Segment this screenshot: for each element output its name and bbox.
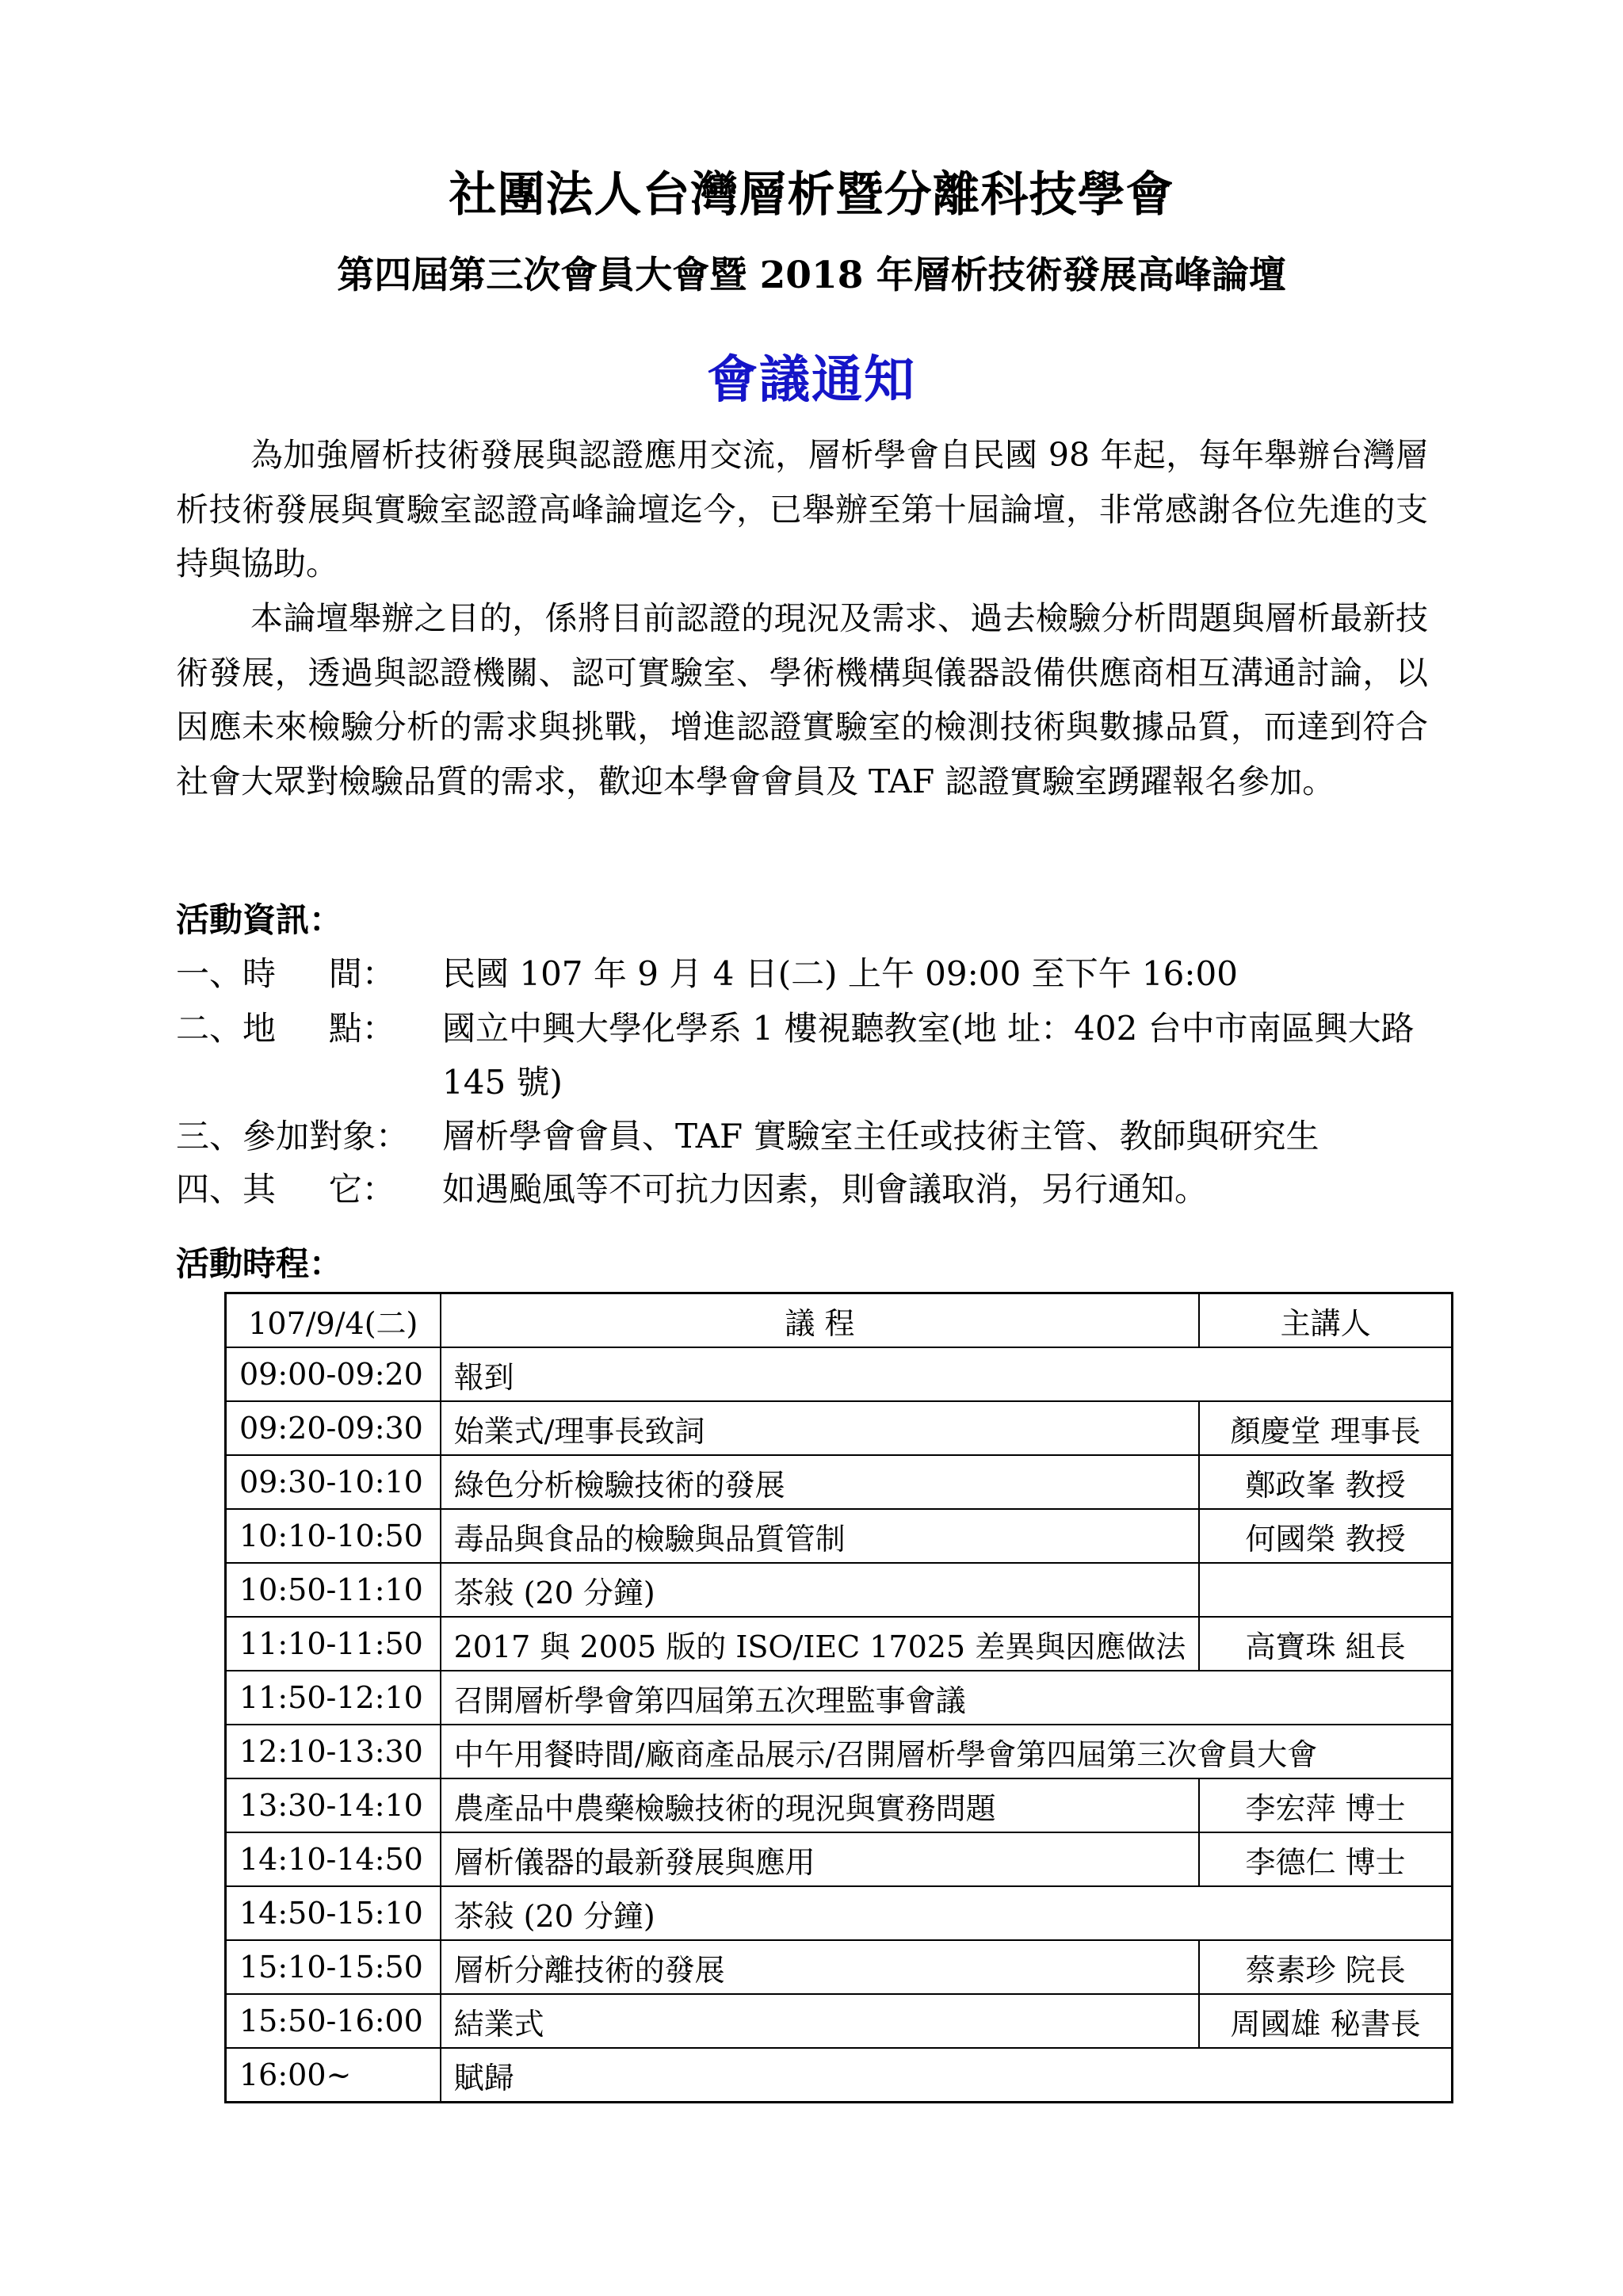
table-row — [226, 1509, 1453, 1563]
header-date: 107/9/4(二) — [226, 1293, 441, 1348]
row-time: 10:50-11:10 — [226, 1563, 441, 1617]
row-speaker: 鄭政峯 教授 — [1199, 1455, 1452, 1509]
row-speaker: 蔡素珍 院長 — [1199, 1940, 1452, 1994]
row-time: 14:50-15:10 — [226, 1886, 441, 1940]
row-time: 13:30-14:10 — [226, 1778, 441, 1832]
header-agenda: 議 程 — [441, 1293, 1200, 1348]
info-heading: 活動資訊： — [176, 900, 343, 939]
row-topic: 2017 與 2005 版的 ISO/IEC 17025 差異與因應做法 — [441, 1617, 1200, 1671]
row-time: 15:50-16:00 — [226, 1994, 441, 2048]
row-time: 14:10-14:50 — [226, 1832, 441, 1886]
row-speaker — [1199, 1563, 1452, 1617]
info-label: 一、時 間： — [176, 954, 395, 993]
row-topic: 毒品與食品的檢驗與品質管制 — [441, 1509, 1200, 1563]
row-speaker: 周國雄 秘書長 — [1199, 1994, 1452, 2048]
row-topic: 茶敍 (20 分鐘) — [441, 1563, 1200, 1617]
schedule-heading: 活動時程： — [176, 1244, 343, 1283]
row-speaker: 高寶珠 組長 — [1199, 1617, 1452, 1671]
row-topic: 茶敍 (20 分鐘) — [441, 1886, 1453, 1940]
row-time: 09:20-09:30 — [226, 1401, 441, 1455]
row-time: 09:00-09:20 — [226, 1347, 441, 1401]
table-row — [226, 1940, 1453, 1994]
row-speaker: 李宏萍 博士 — [1199, 1778, 1452, 1832]
info-value: 層析學會會員、TAF 實驗室主任或技術主管、教師與研究生 — [442, 1117, 1319, 1156]
row-topic: 報到 — [441, 1347, 1453, 1401]
info-value: 如遇颱風等不可抗力因素，則會議取消，另行通知。 — [442, 1170, 1209, 1209]
table-row — [226, 1832, 1453, 1886]
table-row — [226, 1671, 1453, 1725]
row-topic: 農產品中農藥檢驗技術的現況與實務問題 — [441, 1778, 1200, 1832]
row-topic: 層析儀器的最新發展與應用 — [441, 1832, 1200, 1886]
schedule-header-row — [226, 1293, 1453, 1348]
document-title: 社團法人台灣層析暨分離科技學會 — [449, 167, 1174, 223]
table-row — [226, 1994, 1453, 2048]
row-time: 11:50-12:10 — [226, 1671, 441, 1725]
row-topic: 始業式/理事長致詞 — [441, 1401, 1200, 1455]
row-time: 10:10-10:50 — [226, 1509, 441, 1563]
table-row — [226, 1725, 1453, 1778]
intro-paragraph: 為加強層析技術發展與認證應用交流，層析學會自民國 98 年起，每年舉辦台灣層析技術發展與實驗室認證高峰論壇迄今，已舉辦至第十屆論壇，非常感謝各位先進的支持與協助。 — [176, 436, 1428, 583]
header-speaker: 主講人 — [1199, 1293, 1452, 1348]
row-time: 12:10-13:30 — [226, 1725, 441, 1778]
row-topic: 結業式 — [441, 1994, 1200, 2048]
document-subtitle: 第四屆第三次會員大會暨 2018 年層析技術發展高峰論壇 — [337, 254, 1286, 297]
row-time: 15:10-15:50 — [226, 1940, 441, 1994]
info-value: 民國 107 年 9 月 4 日(二) 上午 09:00 至下午 16:00 — [442, 954, 1238, 993]
purpose-paragraph: 本論壇舉辦之目的，係將目前認證的現況及需求、過去檢驗分析問題與層析最新技術發展，透過與認證機關、認可實驗室、學術機構與儀器設備供應商相互溝通討論，以因應未來檢驗分析的需求與挑戰，增進認證實驗室的檢測技術與數據品質，而達到符合社會大眾對檢驗品質的需求，歡迎本學會會員及 TAF 認證實驗室踴躍報名參加。 — [176, 599, 1428, 800]
info-value: 國立中興大學化學系 1 樓視聽教室(地 址：402 台中市南區興大路 145 號) — [442, 1009, 1415, 1102]
table-row — [226, 1455, 1453, 1509]
table-row — [226, 1617, 1453, 1671]
info-label: 三、參加對象： — [176, 1117, 410, 1156]
info-label: 四、其 它： — [176, 1170, 395, 1209]
row-speaker: 何國榮 教授 — [1199, 1509, 1452, 1563]
row-topic: 召開層析學會第四屆第五次理監事會議 — [441, 1671, 1453, 1725]
table-row — [226, 1778, 1453, 1832]
row-speaker: 李德仁 博士 — [1199, 1832, 1452, 1886]
table-row — [226, 1347, 1453, 1401]
row-topic: 綠色分析檢驗技術的發展 — [441, 1455, 1200, 1509]
row-topic: 中午用餐時間/廠商產品展示/召開層析學會第四屆第三次會員大會 — [441, 1725, 1453, 1778]
table-row — [226, 1886, 1453, 1940]
info-label: 二、地 點： — [176, 1009, 395, 1048]
table-row — [226, 1401, 1453, 1455]
row-time: 11:10-11:50 — [226, 1617, 441, 1671]
row-time: 09:30-10:10 — [226, 1455, 441, 1509]
table-row — [226, 1563, 1453, 1617]
table-row — [226, 2048, 1453, 2103]
row-speaker: 顏慶堂 理事長 — [1199, 1401, 1452, 1455]
row-time: 16:00~ — [226, 2048, 441, 2103]
schedule-table — [224, 1292, 1453, 2103]
row-topic: 賦歸 — [441, 2048, 1453, 2103]
row-topic: 層析分離技術的發展 — [441, 1940, 1200, 1994]
notice-heading: 會議通知 — [707, 350, 916, 410]
